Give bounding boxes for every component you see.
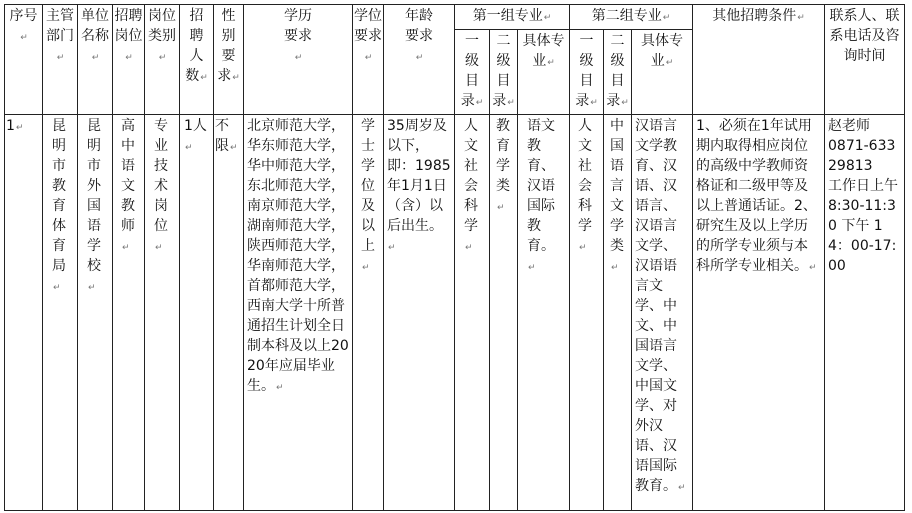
header-unit-text: 单位名称 ↵ [81, 8, 109, 64]
cell-g1-level2 [490, 115, 518, 511]
cell-unit [78, 115, 113, 511]
header-degree [353, 5, 384, 115]
header-g1-level2 [490, 30, 518, 115]
cell-g1-level1 [455, 115, 490, 511]
contact-name: 赵老师 [828, 118, 870, 134]
cell-post-text: 高中语文教师 ↵ [121, 118, 135, 254]
cell-g2-specific [632, 115, 693, 511]
cell-contact [825, 115, 905, 511]
header-post-text: 招聘岗位 ↵ [115, 8, 143, 64]
header-group2 [570, 5, 693, 30]
header-post [113, 5, 145, 115]
cell-post [113, 115, 145, 511]
cell-g2-specific-text: 汉语言文学教育、汉语、汉语言、汉语言文学、汉语语言文学、中文、中国语言文学、中国文学、对外汉语、汉语国际教育。 ↵ [635, 118, 686, 494]
cell-count [180, 115, 214, 511]
cell-age-text: 35周岁及以下，即：1985年1月1日（含）以后出生。 ↵ [387, 118, 451, 254]
header-g1-level2-text: 二级目录 ↵ [492, 33, 515, 109]
cell-category-text: 专业技术岗位 ↵ [154, 118, 168, 254]
header-category [145, 5, 180, 115]
header-g1-specific-text: 具体专业 ↵ [523, 33, 565, 69]
header-category-text: 岗位类别 ↵ [148, 8, 176, 64]
header-g2-level1-text: 一级目录 ↵ [575, 33, 598, 109]
table-row [5, 115, 905, 511]
cell-category [145, 115, 180, 511]
header-seq [5, 5, 43, 115]
header-count [180, 5, 214, 115]
header-other [693, 5, 825, 115]
cell-gender-text: 不限 ↵ [215, 118, 238, 154]
cell-seq-text: 1 ↵ [6, 118, 23, 134]
header-age [384, 5, 455, 115]
cell-other-text: 1、必须在1年试用期内取得相应岗位的高级中学教师资格证和二级甲等及以上普通话证。2、研究生及以上学历的所学专业须与本科所学专业相关。 ↵ [696, 118, 817, 274]
header-group2-text: 第二组专业 ↵ [592, 8, 671, 24]
header-group1-text: 第一组专业 ↵ [473, 8, 552, 24]
cell-g1-specific [518, 115, 570, 511]
cell-dept-text: 昆明市教育体育局 ↵ [52, 118, 66, 294]
recruitment-table [4, 4, 905, 511]
header-g2-level2-text: 二级目录 ↵ [606, 33, 629, 109]
header-education-text: 学历要求 ↵ [284, 8, 312, 64]
header-unit [78, 5, 113, 115]
header-count-text: 招聘人数 ↵ [185, 8, 208, 84]
header-g2-level1 [570, 30, 604, 115]
header-degree-text: 学位要求 ↵ [354, 8, 382, 64]
header-g2-specific [632, 30, 693, 115]
header-gender-text: 性别要求 ↵ [217, 8, 240, 84]
cell-age [384, 115, 455, 511]
header-g2-level2 [604, 30, 632, 115]
cell-g2-level1-text: 人文社会科学 ↵ [578, 118, 592, 254]
cell-degree-text: 学士学位及以上 ↵ [361, 118, 375, 274]
cell-g1-specific-text: 语文教育、汉语国际教育。 ↵ [527, 118, 555, 274]
cell-education [244, 115, 353, 511]
header-dept-text: 主管部门 ↵ [46, 8, 74, 64]
header-g1-level1-text: 一级目录 ↵ [461, 33, 484, 109]
cell-g1-level1-text: 人文社会科学 ↵ [464, 118, 478, 254]
cell-other [693, 115, 825, 511]
header-contact [825, 5, 905, 115]
header-row-1 [5, 5, 905, 30]
header-dept [43, 5, 78, 115]
cell-dept [43, 115, 78, 511]
cell-unit-text: 昆明市外国语学校 ↵ [87, 118, 101, 294]
cell-education-text: 北京师范大学，华东师范大学，华中师范大学，东北师范大学，南京师范大学，湖南师范大学，陕西师范大学，华南师范大学，首都师范大学，西南大学十所普通招生计划全日制本科及以上2020年应届毕业生。 ↵ [247, 118, 349, 394]
cell-g2-level2 [604, 115, 632, 511]
cell-g2-level1 [570, 115, 604, 511]
cell-count-text: 1人 ↵ [184, 118, 207, 154]
header-g1-level1 [455, 30, 490, 115]
cell-gender [214, 115, 244, 511]
cell-g2-level2-text: 中国语言文学类 ↵ [610, 118, 624, 274]
header-contact-text: 联系人、联系电话及咨询时间 [829, 8, 900, 64]
header-seq-text: 序号 ↵ [10, 8, 38, 44]
header-gender [214, 5, 244, 115]
cell-degree [353, 115, 384, 511]
contact-time: 工作日上午8:30-11:30 下午 14：00-17:00 [828, 178, 898, 274]
header-age-text: 年龄要求 ↵ [405, 8, 433, 64]
cell-g1-level2-text: 教育学类 ↵ [496, 118, 510, 214]
header-group1 [455, 5, 570, 30]
header-g2-specific-text: 具体专业 ↵ [641, 33, 683, 69]
header-education [244, 5, 353, 115]
cell-seq [5, 115, 43, 511]
header-g1-specific [518, 30, 570, 115]
contact-phone: 0871-63329813 [828, 138, 896, 174]
header-other-text: 其他招聘条件 ↵ [712, 8, 805, 24]
